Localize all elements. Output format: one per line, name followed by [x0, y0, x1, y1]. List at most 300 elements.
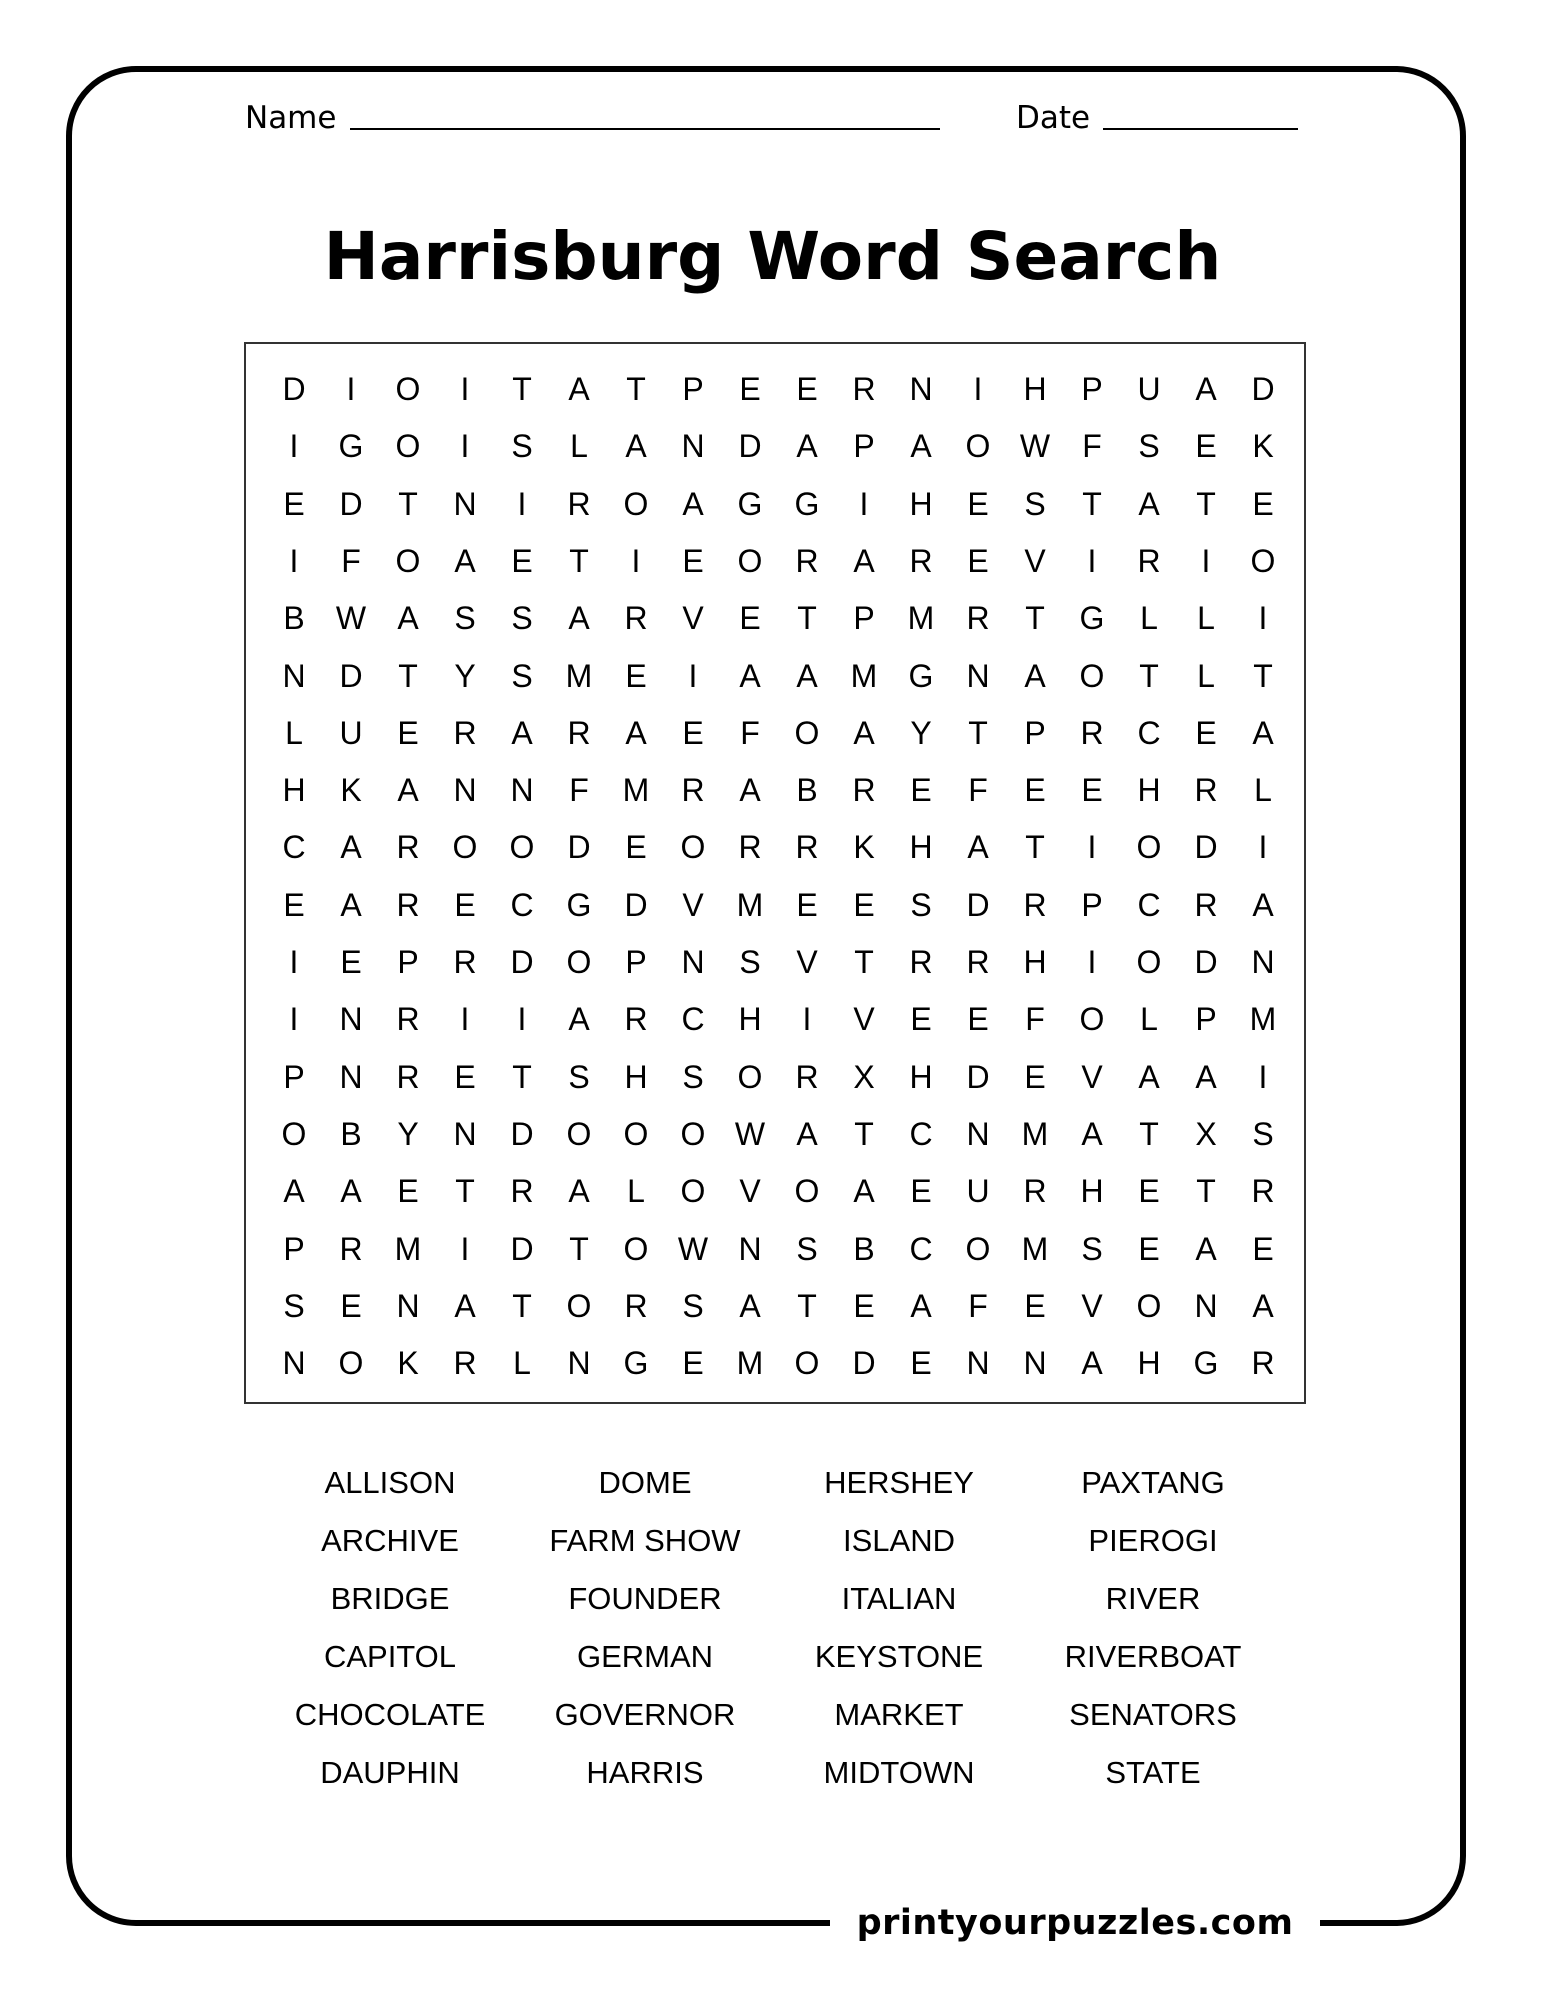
grid-letter[interactable]: H [1080, 1173, 1104, 1210]
grid-letter[interactable]: K [397, 1345, 419, 1382]
grid-letter[interactable]: N [1023, 1345, 1047, 1382]
grid-letter[interactable]: T [1139, 1115, 1159, 1152]
grid-letter[interactable]: I [289, 428, 299, 465]
grid-letter[interactable]: C [1137, 886, 1161, 923]
grid-letter[interactable]: N [510, 772, 534, 809]
grid-letter[interactable]: A [511, 714, 533, 751]
grid-letter[interactable]: A [568, 1173, 590, 1210]
grid-letter[interactable]: S [511, 428, 533, 465]
grid-letter[interactable]: A [340, 829, 362, 866]
grid-letter[interactable]: O [680, 1115, 706, 1152]
grid-letter[interactable]: I [973, 371, 983, 407]
grid-letter[interactable]: R [510, 1173, 534, 1210]
grid-letter[interactable]: I [1201, 542, 1211, 579]
grid-letter[interactable]: O [794, 1173, 820, 1210]
grid-letter[interactable]: H [1137, 1345, 1161, 1382]
grid-letter[interactable]: E [1252, 485, 1274, 522]
grid-letter[interactable]: D [966, 886, 990, 923]
grid-letter[interactable]: W [677, 1230, 709, 1267]
grid-letter[interactable]: G [623, 1345, 649, 1382]
grid-letter[interactable]: C [510, 886, 534, 923]
grid-letter[interactable]: T [1025, 829, 1045, 866]
grid-letter[interactable]: L [285, 714, 303, 751]
grid-letter[interactable]: T [626, 371, 646, 407]
grid-letter[interactable]: I [517, 1001, 527, 1038]
grid-letter[interactable]: I [460, 371, 470, 407]
grid-letter[interactable]: A [397, 772, 419, 809]
grid-letter[interactable]: V [739, 1173, 761, 1210]
grid-letter[interactable]: A [625, 428, 647, 465]
grid-letter[interactable]: A [1195, 371, 1217, 407]
grid-letter[interactable]: A [1138, 485, 1160, 522]
grid-letter[interactable]: E [682, 542, 704, 579]
grid-letter[interactable]: A [967, 829, 989, 866]
grid-letter[interactable]: A [1252, 1287, 1274, 1324]
grid-letter[interactable]: I [460, 1230, 470, 1267]
grid-letter[interactable]: S [283, 1287, 305, 1324]
grid-letter[interactable]: H [738, 1001, 762, 1038]
grid-letter[interactable]: T [854, 1115, 874, 1152]
grid-letter[interactable]: T [398, 657, 418, 694]
grid-letter[interactable]: I [346, 371, 356, 407]
grid-letter[interactable]: I [289, 542, 299, 579]
grid-letter[interactable]: A [1252, 886, 1274, 923]
grid-letter[interactable]: D [624, 886, 648, 923]
grid-letter[interactable]: N [966, 1115, 990, 1152]
grid-letter[interactable]: M [907, 600, 935, 637]
grid-letter[interactable]: A [1195, 1058, 1217, 1095]
grid-letter[interactable]: O [281, 1115, 307, 1152]
grid-letter[interactable]: G [908, 657, 934, 694]
grid-letter[interactable]: D [852, 1345, 876, 1382]
grid-letter[interactable]: A [1138, 1058, 1160, 1095]
grid-letter[interactable]: R [681, 772, 705, 809]
grid-letter[interactable]: T [1139, 657, 1159, 694]
grid-letter[interactable]: P [1081, 371, 1103, 407]
grid-letter[interactable]: S [1252, 1115, 1274, 1152]
grid-letter[interactable]: P [1195, 1001, 1217, 1038]
grid-letter[interactable]: N [453, 1115, 477, 1152]
grid-letter[interactable]: I [289, 944, 299, 980]
grid-letter[interactable]: R [1194, 886, 1218, 923]
grid-letter[interactable]: C [909, 1230, 933, 1267]
grid-letter[interactable]: P [1081, 886, 1103, 923]
grid-letter[interactable]: O [794, 714, 820, 751]
grid-letter[interactable]: E [625, 657, 647, 694]
grid-letter[interactable]: R [567, 485, 591, 522]
grid-letter[interactable]: R [453, 944, 477, 980]
grid-letter[interactable]: O [965, 1230, 991, 1267]
grid-letter[interactable]: D [1194, 829, 1218, 866]
grid-letter[interactable]: E [910, 1173, 932, 1210]
grid-letter[interactable]: N [567, 1345, 591, 1382]
grid-letter[interactable]: A [454, 1287, 476, 1324]
grid-letter[interactable]: I [289, 1001, 299, 1038]
grid-letter[interactable]: R [1137, 542, 1161, 579]
grid-letter[interactable]: P [853, 428, 875, 465]
grid-letter[interactable]: R [1080, 714, 1104, 751]
grid-letter[interactable]: I [460, 1001, 470, 1038]
grid-letter[interactable]: T [569, 1230, 589, 1267]
grid-letter[interactable]: I [517, 485, 527, 522]
grid-letter[interactable]: E [853, 1287, 875, 1324]
grid-letter[interactable]: T [569, 542, 589, 579]
grid-letter[interactable]: H [909, 485, 933, 522]
grid-letter[interactable]: R [852, 371, 876, 407]
grid-letter[interactable]: L [1140, 1001, 1158, 1038]
grid-letter[interactable]: D [510, 1115, 534, 1152]
grid-letter[interactable]: O [1079, 657, 1105, 694]
grid-letter[interactable]: A [796, 428, 818, 465]
grid-letter[interactable]: R [738, 829, 762, 866]
grid-letter[interactable]: E [511, 542, 533, 579]
grid-letter[interactable]: T [1082, 485, 1102, 522]
grid-letter[interactable]: W [734, 1115, 766, 1152]
grid-letter[interactable]: H [282, 772, 306, 809]
grid-letter[interactable]: R [396, 1058, 420, 1095]
grid-letter[interactable]: Y [910, 714, 932, 751]
grid-letter[interactable]: O [395, 428, 421, 465]
grid-letter[interactable]: A [739, 1287, 761, 1324]
grid-letter[interactable]: E [1024, 772, 1046, 809]
grid-letter[interactable]: E [910, 772, 932, 809]
grid-letter[interactable]: D [510, 1230, 534, 1267]
grid-letter[interactable]: T [1253, 657, 1273, 694]
grid-letter[interactable]: A [283, 1173, 305, 1210]
grid-letter[interactable]: R [1251, 1173, 1275, 1210]
grid-letter[interactable]: L [627, 1173, 645, 1210]
grid-letter[interactable]: E [1138, 1173, 1160, 1210]
grid-letter[interactable]: E [340, 1287, 362, 1324]
grid-letter[interactable]: V [682, 600, 704, 637]
grid-letter[interactable]: E [796, 371, 818, 407]
grid-letter[interactable]: X [1195, 1115, 1217, 1152]
grid-letter[interactable]: M [394, 1230, 422, 1267]
grid-letter[interactable]: O [965, 428, 991, 465]
grid-letter[interactable]: P [625, 944, 647, 980]
grid-letter[interactable]: P [283, 1230, 305, 1267]
grid-letter[interactable]: S [682, 1058, 704, 1095]
grid-letter[interactable]: A [796, 1115, 818, 1152]
grid-letter[interactable]: V [1081, 1287, 1103, 1324]
grid-letter[interactable]: O [623, 485, 649, 522]
grid-letter[interactable]: C [909, 1115, 933, 1152]
grid-letter[interactable]: N [909, 371, 933, 407]
grid-letter[interactable]: O [737, 542, 763, 579]
grid-letter[interactable]: M [1021, 1230, 1049, 1267]
grid-letter[interactable]: P [397, 944, 419, 980]
name-line[interactable] [350, 128, 940, 130]
grid-letter[interactable]: Y [454, 657, 476, 694]
grid-letter[interactable]: T [455, 1173, 475, 1210]
grid-letter[interactable]: C [681, 1001, 705, 1038]
grid-letter[interactable]: A [1252, 714, 1274, 751]
grid-letter[interactable]: N [339, 1058, 363, 1095]
grid-letter[interactable]: K [340, 772, 362, 809]
grid-letter[interactable]: F [341, 542, 361, 579]
grid-letter[interactable]: R [453, 1345, 477, 1382]
grid-letter[interactable]: E [1195, 428, 1217, 465]
grid-letter[interactable]: L [513, 1345, 531, 1382]
grid-letter[interactable]: H [1137, 772, 1161, 809]
grid-letter[interactable]: O [680, 1173, 706, 1210]
grid-letter[interactable]: F [1025, 1001, 1045, 1038]
grid-letter[interactable]: B [340, 1115, 362, 1152]
grid-letter[interactable]: A [1024, 657, 1046, 694]
grid-letter[interactable]: A [853, 542, 875, 579]
grid-letter[interactable]: E [682, 714, 704, 751]
grid-letter[interactable]: E [967, 1001, 989, 1038]
grid-letter[interactable]: L [570, 428, 588, 465]
grid-letter[interactable]: N [339, 1001, 363, 1038]
grid-letter[interactable]: Y [397, 1115, 419, 1152]
grid-letter[interactable]: D [1251, 371, 1275, 407]
grid-letter[interactable]: N [1251, 944, 1275, 980]
grid-letter[interactable]: O [1136, 944, 1162, 980]
grid-letter[interactable]: D [339, 485, 363, 522]
grid-letter[interactable]: A [397, 600, 419, 637]
grid-letter[interactable]: T [512, 371, 532, 407]
grid-letter[interactable]: D [966, 1058, 990, 1095]
grid-letter[interactable]: I [1087, 944, 1097, 980]
grid-letter[interactable]: S [454, 600, 476, 637]
grid-letter[interactable]: R [909, 542, 933, 579]
grid-letter[interactable]: H [1023, 944, 1047, 980]
grid-letter[interactable]: B [283, 600, 305, 637]
grid-letter[interactable]: O [566, 1115, 592, 1152]
grid-letter[interactable]: D [282, 371, 306, 407]
grid-letter[interactable]: R [567, 714, 591, 751]
grid-letter[interactable]: G [566, 886, 592, 923]
grid-letter[interactable]: D [510, 944, 534, 980]
grid-letter[interactable]: P [283, 1058, 305, 1095]
grid-letter[interactable]: A [568, 371, 590, 407]
grid-letter[interactable]: A [796, 657, 818, 694]
grid-letter[interactable]: O [737, 1058, 763, 1095]
grid-letter[interactable]: M [1021, 1115, 1049, 1152]
grid-letter[interactable]: A [568, 1001, 590, 1038]
grid-letter[interactable]: T [968, 714, 988, 751]
grid-letter[interactable]: E [1138, 1230, 1160, 1267]
grid-letter[interactable]: R [909, 944, 933, 980]
grid-letter[interactable]: E [1195, 714, 1217, 751]
grid-letter[interactable]: O [680, 829, 706, 866]
grid-letter[interactable]: R [1023, 886, 1047, 923]
grid-letter[interactable]: A [1195, 1230, 1217, 1267]
grid-letter[interactable]: O [395, 542, 421, 579]
grid-letter[interactable]: I [1258, 1058, 1268, 1095]
grid-letter[interactable]: L [1254, 772, 1272, 809]
grid-letter[interactable]: P [1024, 714, 1046, 751]
grid-letter[interactable]: R [795, 542, 819, 579]
grid-letter[interactable]: D [567, 829, 591, 866]
grid-letter[interactable]: O [623, 1230, 649, 1267]
grid-letter[interactable]: M [622, 772, 650, 809]
grid-letter[interactable]: K [853, 829, 875, 866]
grid-letter[interactable]: T [398, 485, 418, 522]
grid-letter[interactable]: C [1137, 714, 1161, 751]
grid-letter[interactable]: A [853, 714, 875, 751]
grid-letter[interactable]: M [565, 657, 593, 694]
grid-letter[interactable]: K [1252, 428, 1274, 465]
grid-letter[interactable]: R [795, 829, 819, 866]
grid-letter[interactable]: F [1082, 428, 1102, 465]
grid-letter[interactable]: I [1087, 829, 1097, 866]
grid-letter[interactable]: N [681, 428, 705, 465]
grid-letter[interactable]: T [1196, 485, 1216, 522]
grid-letter[interactable]: A [454, 542, 476, 579]
grid-letter[interactable]: E [682, 1345, 704, 1382]
grid-letter[interactable]: O [338, 1345, 364, 1382]
grid-letter[interactable]: P [853, 600, 875, 637]
grid-letter[interactable]: R [852, 772, 876, 809]
grid-letter[interactable]: R [339, 1230, 363, 1267]
grid-letter[interactable]: O [452, 829, 478, 866]
grid-letter[interactable]: C [282, 829, 306, 866]
grid-letter[interactable]: E [283, 886, 305, 923]
grid-letter[interactable]: F [569, 772, 589, 809]
grid-letter[interactable]: R [1251, 1345, 1275, 1382]
grid-letter[interactable]: T [1025, 600, 1045, 637]
grid-letter[interactable]: I [1258, 829, 1268, 866]
grid-letter[interactable]: A [340, 1173, 362, 1210]
grid-letter[interactable]: B [796, 772, 818, 809]
grid-letter[interactable]: V [853, 1001, 875, 1038]
grid-letter[interactable]: R [396, 829, 420, 866]
grid-letter[interactable]: O [1079, 1001, 1105, 1038]
grid-letter[interactable]: R [453, 714, 477, 751]
grid-letter[interactable]: E [853, 886, 875, 923]
grid-letter[interactable]: O [566, 1287, 592, 1324]
grid-letter[interactable]: F [968, 772, 988, 809]
grid-letter[interactable]: O [566, 944, 592, 980]
grid-letter[interactable]: N [282, 1345, 306, 1382]
grid-letter[interactable]: U [1137, 371, 1161, 407]
grid-letter[interactable]: H [1023, 371, 1047, 407]
grid-letter[interactable]: H [909, 829, 933, 866]
grid-letter[interactable]: T [512, 1058, 532, 1095]
grid-letter[interactable]: T [797, 600, 817, 637]
grid-letter[interactable]: L [1197, 657, 1215, 694]
grid-letter[interactable]: S [796, 1230, 818, 1267]
grid-letter[interactable]: R [966, 944, 990, 980]
grid-letter[interactable]: E [397, 714, 419, 751]
grid-letter[interactable]: E [340, 944, 362, 980]
grid-letter[interactable]: N [681, 944, 705, 980]
grid-letter[interactable]: U [339, 714, 363, 751]
grid-letter[interactable]: E [1024, 1287, 1046, 1324]
grid-letter[interactable]: E [739, 600, 761, 637]
grid-letter[interactable]: O [1250, 542, 1276, 579]
grid-letter[interactable]: X [853, 1058, 875, 1095]
grid-letter[interactable]: B [853, 1230, 875, 1267]
grid-letter[interactable]: A [853, 1173, 875, 1210]
grid-letter[interactable]: N [453, 772, 477, 809]
grid-letter[interactable]: R [396, 1001, 420, 1038]
grid-letter[interactable]: S [910, 886, 932, 923]
grid-letter[interactable]: G [1193, 1345, 1219, 1382]
grid-letter[interactable]: E [397, 1173, 419, 1210]
grid-letter[interactable]: R [795, 1058, 819, 1095]
grid-letter[interactable]: V [796, 944, 818, 980]
grid-letter[interactable]: L [1140, 600, 1158, 637]
grid-letter[interactable]: N [1194, 1287, 1218, 1324]
grid-letter[interactable]: E [967, 485, 989, 522]
date-line[interactable] [1103, 128, 1298, 130]
grid-letter[interactable]: R [624, 1287, 648, 1324]
grid-letter[interactable]: S [682, 1287, 704, 1324]
grid-letter[interactable]: O [1136, 1287, 1162, 1324]
grid-letter[interactable]: M [736, 1345, 764, 1382]
grid-letter[interactable]: O [623, 1115, 649, 1152]
grid-letter[interactable]: O [794, 1345, 820, 1382]
grid-letter[interactable]: R [966, 600, 990, 637]
grid-letter[interactable]: F [968, 1287, 988, 1324]
grid-letter[interactable]: D [738, 428, 762, 465]
grid-letter[interactable]: N [453, 485, 477, 522]
grid-letter[interactable]: G [794, 485, 820, 522]
grid-letter[interactable]: O [395, 371, 421, 407]
grid-letter[interactable]: E [454, 886, 476, 923]
grid-letter[interactable]: T [1196, 1173, 1216, 1210]
grid-letter[interactable]: A [739, 657, 761, 694]
grid-letter[interactable]: H [624, 1058, 648, 1095]
grid-letter[interactable]: O [1136, 829, 1162, 866]
grid-letter[interactable]: R [1023, 1173, 1047, 1210]
grid-letter[interactable]: G [338, 428, 364, 465]
grid-letter[interactable]: S [739, 944, 761, 980]
grid-letter[interactable]: E [1024, 1058, 1046, 1095]
grid-letter[interactable]: I [802, 1001, 812, 1038]
grid-letter[interactable]: S [511, 600, 533, 637]
grid-letter[interactable]: E [910, 1345, 932, 1382]
grid-letter[interactable]: A [625, 714, 647, 751]
grid-letter[interactable]: F [740, 714, 760, 751]
grid-letter[interactable]: S [1081, 1230, 1103, 1267]
grid-letter[interactable]: G [737, 485, 763, 522]
grid-letter[interactable]: D [1194, 944, 1218, 980]
grid-letter[interactable]: W [335, 600, 367, 637]
grid-letter[interactable]: S [1024, 485, 1046, 522]
grid-letter[interactable]: A [739, 772, 761, 809]
grid-letter[interactable]: M [736, 886, 764, 923]
grid-letter[interactable]: G [1079, 600, 1105, 637]
grid-letter[interactable]: V [1024, 542, 1046, 579]
grid-letter[interactable]: S [568, 1058, 590, 1095]
grid-letter[interactable]: R [396, 886, 420, 923]
grid-letter[interactable]: N [966, 657, 990, 694]
grid-letter[interactable]: A [1081, 1345, 1103, 1382]
grid-letter[interactable]: E [1252, 1230, 1274, 1267]
grid-letter[interactable]: H [909, 1058, 933, 1095]
grid-letter[interactable]: E [625, 829, 647, 866]
grid-letter[interactable]: T [854, 944, 874, 980]
grid-letter[interactable]: M [1249, 1001, 1277, 1038]
grid-letter[interactable]: A [682, 485, 704, 522]
grid-letter[interactable]: N [396, 1287, 420, 1324]
grid-letter[interactable]: L [1197, 600, 1215, 637]
grid-letter[interactable]: E [283, 485, 305, 522]
grid-letter[interactable]: T [512, 1287, 532, 1324]
grid-letter[interactable]: P [682, 371, 704, 407]
grid-letter[interactable]: O [509, 829, 535, 866]
grid-letter[interactable]: I [688, 657, 698, 694]
grid-letter[interactable]: R [624, 1001, 648, 1038]
grid-letter[interactable]: E [796, 886, 818, 923]
grid-letter[interactable]: A [910, 428, 932, 465]
grid-letter[interactable]: D [339, 657, 363, 694]
grid-letter[interactable]: E [967, 542, 989, 579]
